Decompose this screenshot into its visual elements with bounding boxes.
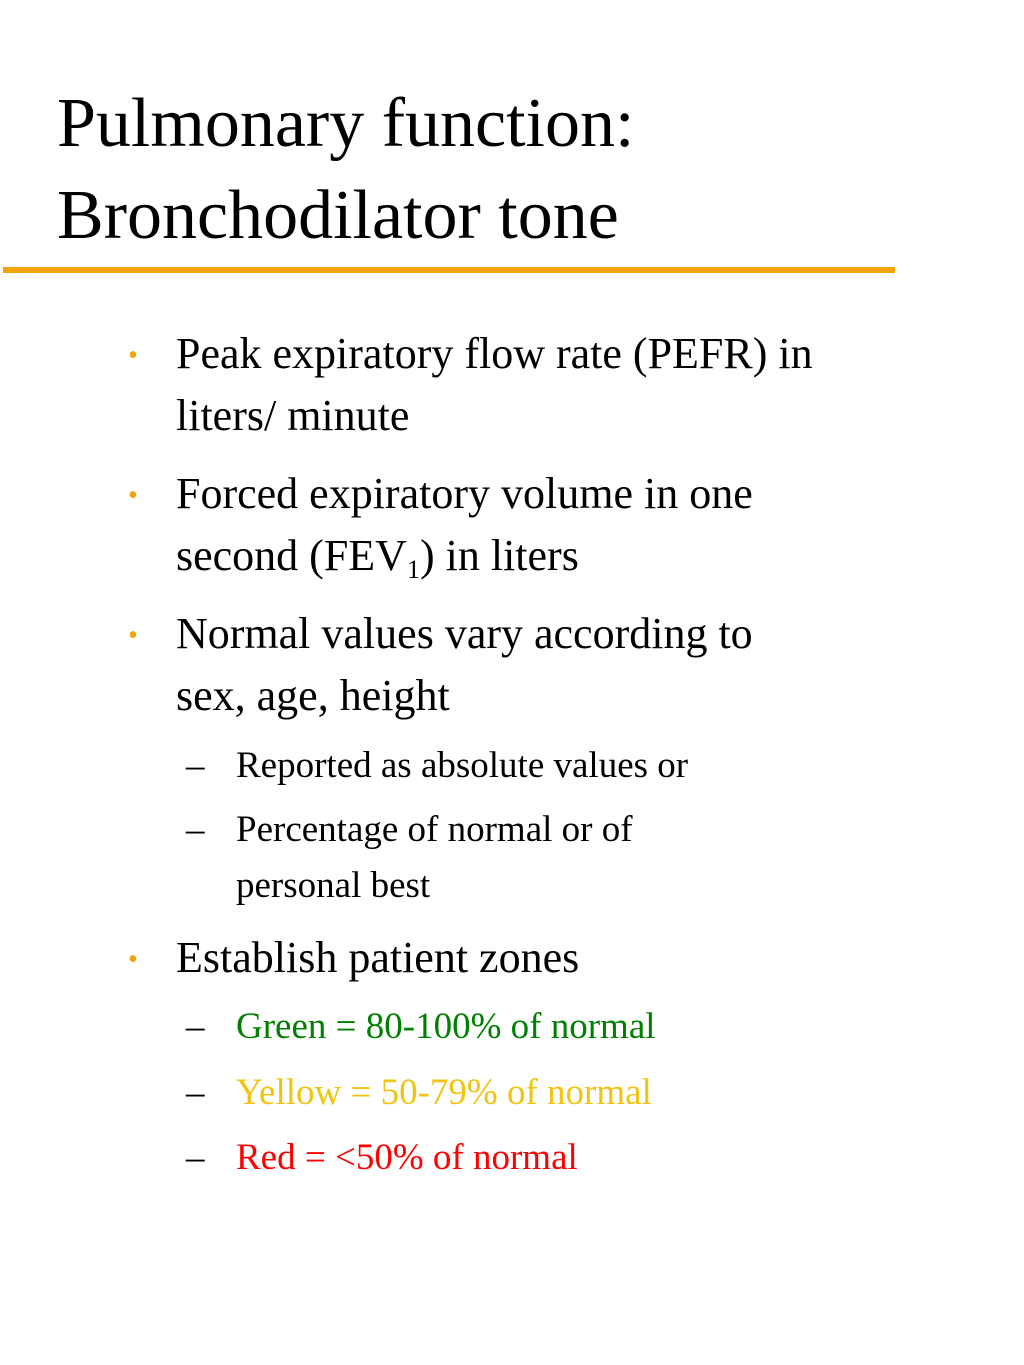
bullet-dot-icon: • <box>128 480 138 511</box>
zone-green-text: Green = 80-100% of normal <box>236 1006 656 1047</box>
zone-yellow <box>186 1065 936 1121</box>
bullet-dot-icon: • <box>128 340 138 371</box>
bullet-line: liters/ minute <box>176 391 410 440</box>
zone-red-text: Red = <50% of normal <box>236 1137 578 1178</box>
slide-title <box>57 78 957 262</box>
subbullet-line: personal best <box>236 865 431 906</box>
title-underline <box>3 267 895 273</box>
subbullet-percentage <box>186 802 936 914</box>
bullet-line-fev <box>176 525 976 587</box>
dash-icon: – <box>186 1006 205 1047</box>
bullet-dot-icon: • <box>128 944 138 975</box>
fev-suffix: ) in liters <box>419 531 579 580</box>
bullet-patient-zones <box>128 927 976 989</box>
zone-green <box>186 999 936 1055</box>
zone-yellow-text: Yellow = 50-79% of normal <box>236 1072 652 1113</box>
fev-prefix: second (FEV <box>176 531 407 580</box>
dash-icon: – <box>186 1072 205 1113</box>
bullet-line: Normal values vary according to <box>176 609 753 658</box>
dash-icon: – <box>186 1137 205 1178</box>
bullet-dot-icon: • <box>128 620 138 651</box>
dash-icon: – <box>186 809 205 850</box>
bullet-normal-values <box>128 603 976 727</box>
bullet-line: sex, age, height <box>176 671 450 720</box>
title-line-2: Bronchodilator tone <box>57 177 619 254</box>
bullet-pefr <box>128 323 976 447</box>
title-line-1: Pulmonary function: <box>57 85 635 162</box>
dash-icon: – <box>186 745 205 786</box>
bullet-line: Peak expiratory flow rate (PEFR) in <box>176 329 813 378</box>
bullet-fev1 <box>128 463 976 587</box>
fev-subscript: 1 <box>406 555 420 584</box>
subbullet-absolute-values <box>186 738 936 794</box>
bullet-line: Establish patient zones <box>176 933 580 982</box>
zone-red <box>186 1130 936 1186</box>
subbullet-line: Reported as absolute values or <box>236 745 689 786</box>
bullet-line: Forced expiratory volume in one <box>176 469 753 518</box>
subbullet-line: Percentage of normal or of <box>236 809 633 850</box>
